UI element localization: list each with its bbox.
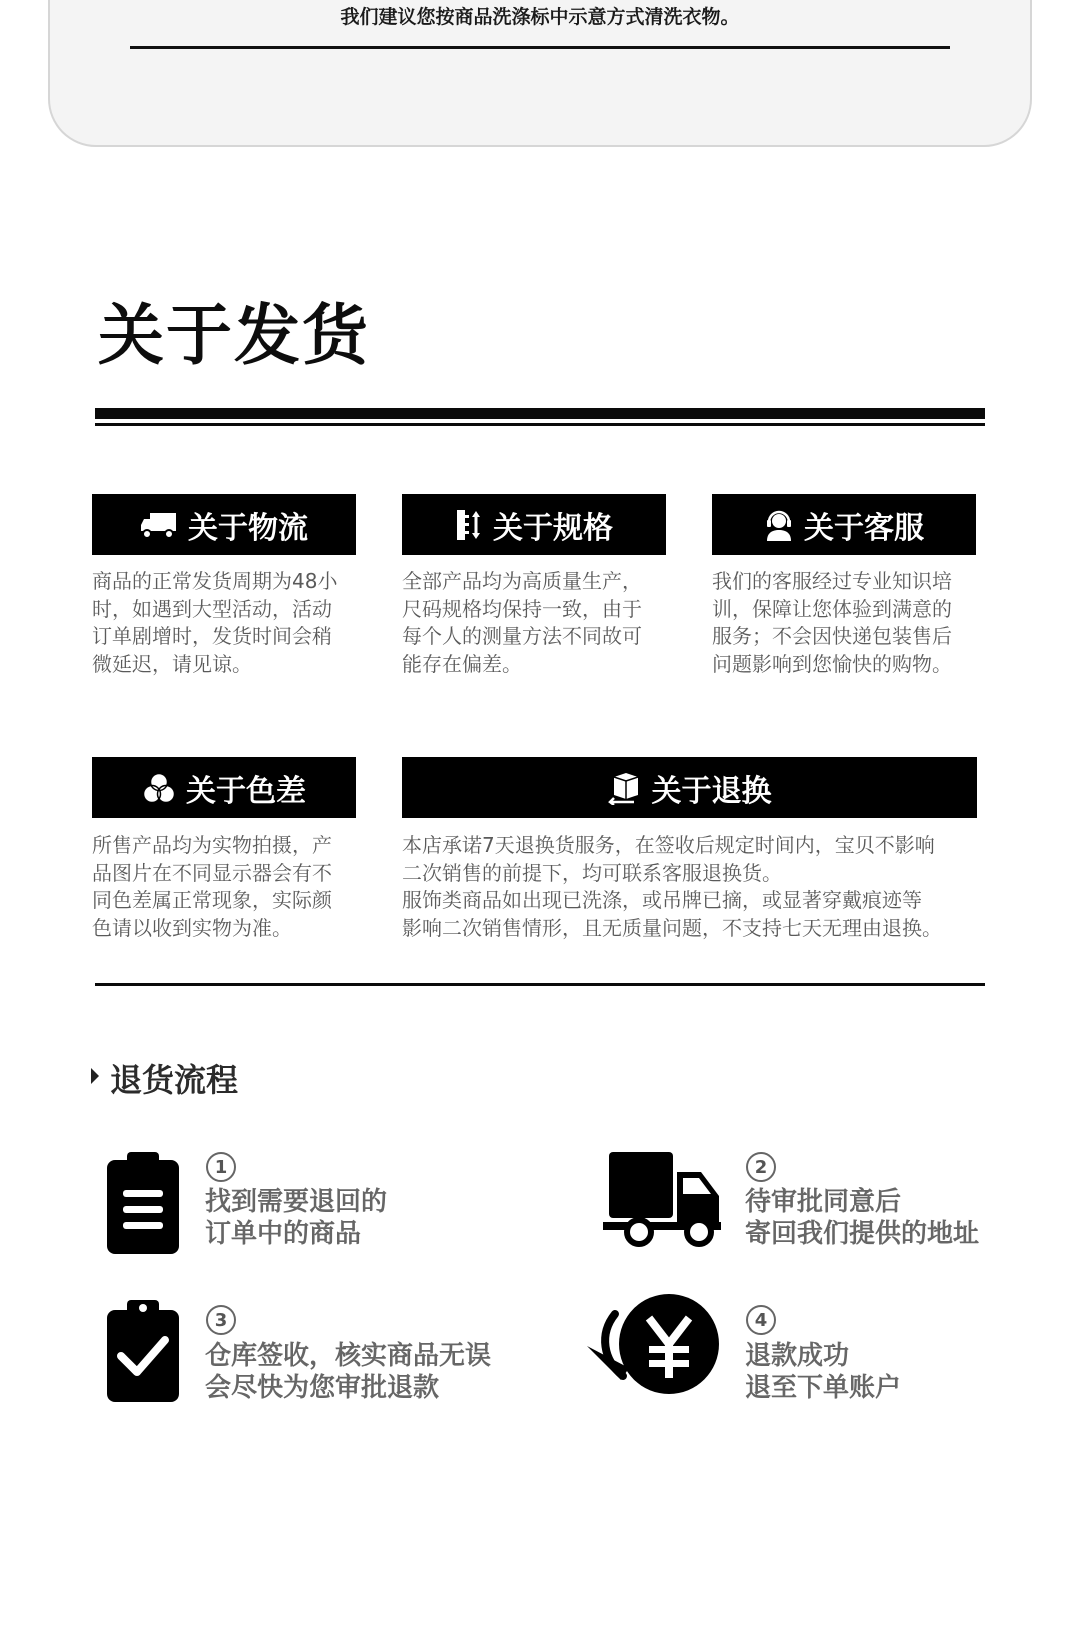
sizing-header (402, 494, 666, 555)
service-label: 关于客服 (804, 510, 924, 546)
clipboard-check-icon (105, 1298, 181, 1408)
exchange-text: 本店承诺7天退换货服务，在签收后规定时间内，宝贝不影响 二次销售的前提下，均可联系客服退换货。 服饰类商品如出现已洗涤，或吊牌已摘，或显著穿戴痕迹等 影响二次销售情形，且无质量问题，不支持七天无理由退换。 (402, 833, 942, 940)
clipboard-list-icon (105, 1150, 181, 1260)
section-divider (95, 983, 985, 986)
shipping-title: 关于发货 (98, 297, 370, 374)
step-2-text: 待审批同意后 寄回我们提供的地址 (745, 1187, 980, 1249)
triangle-bullet-icon (90, 1067, 100, 1089)
color-header (92, 757, 356, 818)
truck-icon (140, 511, 178, 539)
step-4-number: 4 (746, 1305, 776, 1335)
step-4-text: 退款成功 退至下单账户 (745, 1341, 902, 1403)
exchange-header (402, 757, 977, 818)
logistics-label: 关于物流 (188, 510, 308, 546)
step-1-number: 1 (206, 1152, 236, 1182)
care-card (48, 0, 1032, 147)
color-label: 关于色差 (186, 773, 306, 809)
service-header (712, 494, 976, 555)
service-text: 我们的客服经过专业知识培 训，保障让您体验到满意的 服务；不会因快递包装售后 问题影响到您愉快的购物。 (712, 569, 952, 676)
care-divider (130, 46, 950, 49)
step-3-text: 仓库签收，核实商品无误 会尽快为您审批退款 (205, 1341, 492, 1403)
yuan-refund-icon (585, 1290, 725, 1402)
care-note: 我们建议您按商品洗涤标中示意方式清洗衣物。 (340, 6, 740, 28)
color-text: 所售产品均为实物拍摄，产 品图片在不同显示器会有不 同色差属正常现象，实际颜 色请以收到实物为准。 (92, 833, 332, 940)
sizing-label: 关于规格 (493, 510, 613, 546)
logistics-text: 商品的正常发货周期为48小 时，如遇到大型活动，活动 订单剧增时，发货时间会稍 微延迟，请见谅。 (92, 569, 338, 676)
logistics-header (92, 494, 356, 555)
step-2-number: 2 (746, 1152, 776, 1182)
step-1-text: 找到需要退回的 订单中的商品 (205, 1187, 388, 1249)
headset-user-icon (764, 509, 794, 541)
color-circles-icon (142, 772, 176, 804)
return-box-icon (608, 771, 642, 805)
size-ruler-icon (455, 509, 483, 541)
exchange-label: 关于退换 (651, 773, 772, 809)
step-3-number: 3 (206, 1305, 236, 1335)
return-flow-heading (90, 1055, 238, 1101)
title-divider-thick (95, 408, 985, 419)
title-divider-thin (95, 423, 985, 426)
sizing-text: 全部产品均为高质量生产， 尺码规格均保持一致，由于 每个人的测量方法不同故可 能存在偏差。 (402, 569, 642, 676)
return-flow-title: 退货流程 (110, 1061, 239, 1099)
delivery-truck-icon (603, 1150, 723, 1254)
